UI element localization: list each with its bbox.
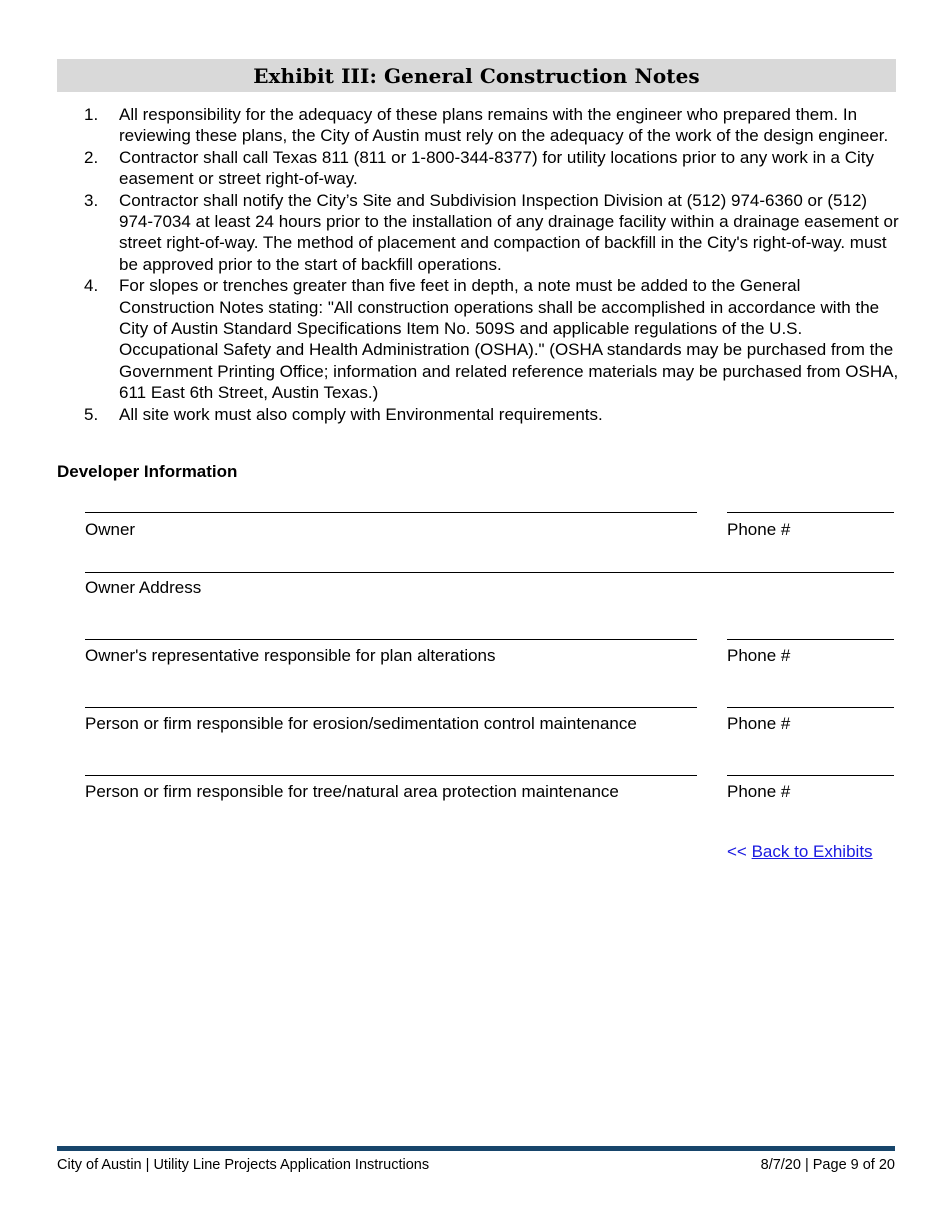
construction-notes-list <box>84 104 900 425</box>
list-item-number: 1. <box>84 105 99 124</box>
list-item-text: For slopes or trenches greater than five feet in depth, a note must be added to the General Construction Notes stating: "All construction operations shall be accomplished in accordance with the City of Austin Standard Specifications Item No. 509S and applicable regulations of the U.S. Occupational Safety and Health Administration (OSHA)." (OSHA standards may be purchased from the Government Printing Office; information and related reference materials may be purchased from OSHA, 611 East 6th Street, Austin Texas.) <box>119 276 899 403</box>
list-item <box>84 190 900 276</box>
owner-address-label: Owner Address <box>85 578 202 597</box>
representative-phone-label: Phone # <box>727 646 791 665</box>
list-item-number: 2. <box>84 147 99 167</box>
owner-phone-label: Phone # <box>727 520 791 539</box>
footer-document-title: City of Austin | Utility Line Projects Application Instructions <box>57 1157 430 1173</box>
list-item-number: 4. <box>84 276 99 296</box>
footer-page-info: 8/7/20 | Page 9 of 20 <box>760 1157 895 1173</box>
tree-protection-field-line[interactable] <box>85 775 697 776</box>
tree-protection-phone-label: Phone # <box>727 782 791 801</box>
title-bar <box>57 59 896 92</box>
owner-phone-field-line[interactable] <box>727 512 894 513</box>
representative-field-line[interactable] <box>85 639 697 640</box>
list-item-text: Contractor shall call Texas 811 (811 or 1-800-344-8377) for utility locations prior to any work in a City easement or street right-of-way. <box>119 147 874 189</box>
erosion-control-label: Person or firm responsible for erosion/sedimentation control maintenance <box>85 714 637 733</box>
list-item <box>84 147 900 190</box>
erosion-control-field-line[interactable] <box>85 707 697 708</box>
back-to-exhibits-link[interactable]: Back to Exhibits <box>751 842 873 861</box>
list-item-text: All site work must also comply with Environmental requirements. <box>119 404 603 424</box>
owner-label: Owner <box>85 520 136 539</box>
list-item-number: 5. <box>84 404 99 424</box>
list-item <box>84 404 900 425</box>
tree-protection-phone-field-line[interactable] <box>727 775 894 776</box>
representative-phone-field-line[interactable] <box>727 639 894 640</box>
tree-protection-label: Person or firm responsible for tree/natural area protection maintenance <box>85 782 619 801</box>
list-item-text: All responsibility for the adequacy of these plans remains with the engineer who prepared them. In reviewing these plans, the City of Austin must rely on the adequacy of the work of the design engineer. <box>119 105 889 146</box>
developer-information-heading: Developer Information <box>57 462 238 481</box>
back-to-exhibits <box>727 842 873 862</box>
erosion-control-phone-label: Phone # <box>727 714 791 733</box>
list-item <box>84 104 900 147</box>
owner-address-field-line[interactable] <box>85 572 894 573</box>
list-item-number: 3. <box>84 190 99 210</box>
footer-rule <box>57 1146 895 1151</box>
page-title: Exhibit III: General Construction Notes <box>253 63 700 88</box>
back-prefix: << <box>727 842 752 861</box>
list-item <box>84 275 900 403</box>
owner-field-line[interactable] <box>85 512 697 513</box>
erosion-control-phone-field-line[interactable] <box>727 707 894 708</box>
representative-label: Owner's representative responsible for plan alterations <box>85 646 496 665</box>
list-item-text: Contractor shall notify the City’s Site and Subdivision Inspection Division at (512) 974-6360 or (512) 974-7034 at least 24 hours prior to the installation of any drainage facility within a drainage easement or street right-of-way. The method of placement and compaction of backfill in the City's right-of-way. must be approved prior to the start of backfill operations. <box>119 190 899 274</box>
